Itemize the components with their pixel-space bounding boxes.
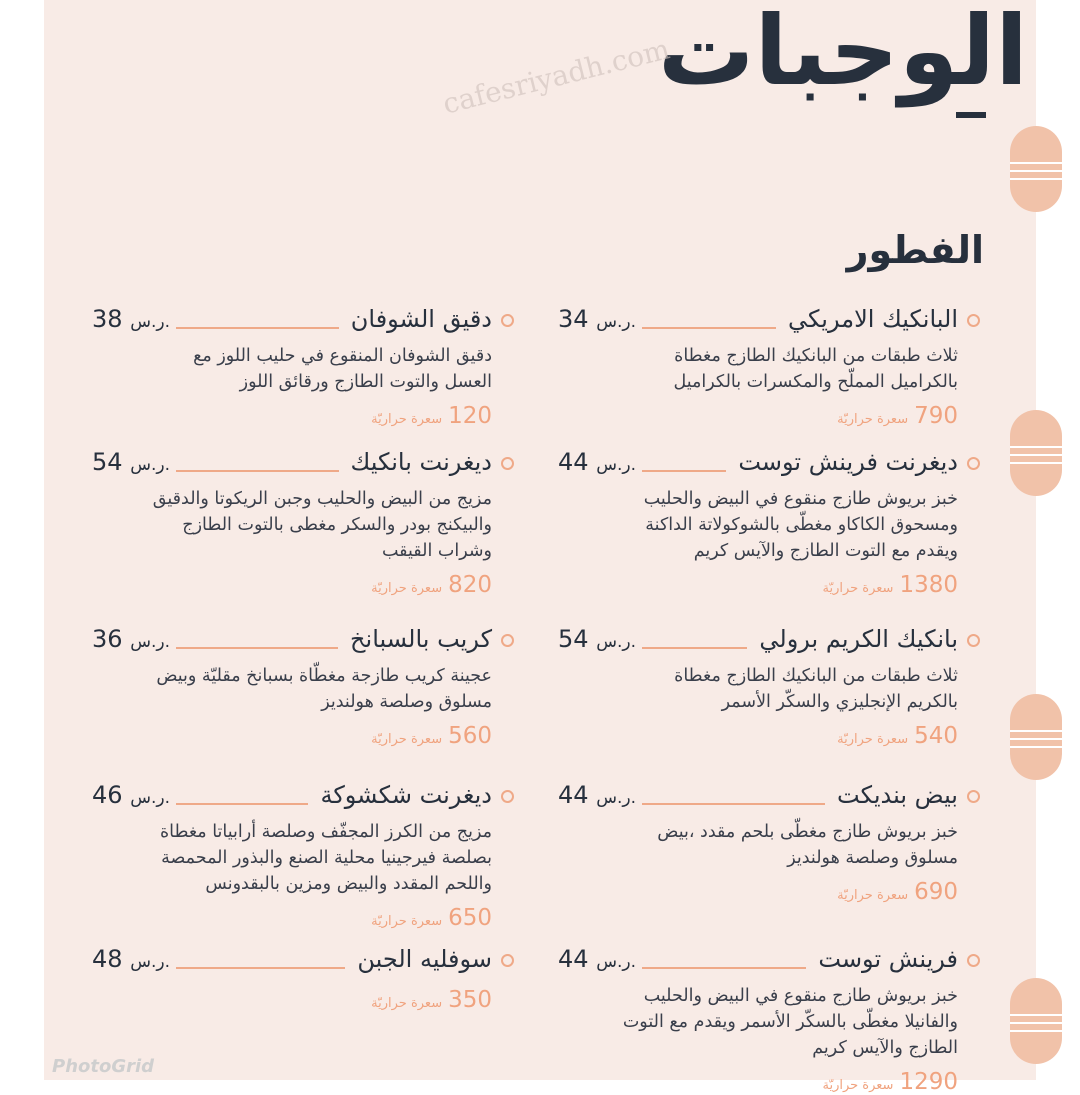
item-name: دقيق الشوفان <box>350 305 492 333</box>
item-price: 48 ر.س. <box>92 945 170 973</box>
item-calories: 1290سعرة حراريّة <box>822 1069 958 1095</box>
price-rule <box>176 803 308 805</box>
item-name: ديغرنت شكشوكة <box>320 781 492 809</box>
decorative-pill <box>1010 410 1062 496</box>
item-description: خبز بريوش طازج منقوع في البيض والحليب والفانيلا مغطّى بالسكّر الأسمر ويقدم مع التوت الطازج والآيس كريم <box>622 986 958 1058</box>
price-rule <box>176 470 339 472</box>
decorative-pill <box>1010 978 1062 1064</box>
item-calories: 560سعرة حراريّة <box>371 723 492 749</box>
price-rule <box>176 967 345 969</box>
item-name: سوفليه الجبن <box>357 945 492 973</box>
section-title: الفطور <box>846 228 984 272</box>
item-name: ديغرنت فرينش توست <box>738 448 958 476</box>
site-watermark: cafesriyadh.com <box>439 32 674 121</box>
price-rule <box>176 647 338 649</box>
item-price: 44 ر.س. <box>558 781 636 809</box>
price-rule <box>642 470 726 472</box>
bullet-icon <box>501 790 514 803</box>
item-description: ثلاث طبقات من البانكيك الطازج مغطاة بالكريم الإنجليزي والسكّر الأسمر <box>674 666 958 712</box>
price-rule <box>642 967 806 969</box>
item-price: 36 ر.س. <box>92 625 170 653</box>
item-price: 44 ر.س. <box>558 945 636 973</box>
item-calories: 690سعرة حراريّة <box>837 879 958 905</box>
item-name: البانكيك الامريكي <box>788 305 958 333</box>
bullet-icon <box>967 954 980 967</box>
bullet-icon <box>501 954 514 967</box>
item-price: 54 ر.س. <box>558 625 636 653</box>
item-calories: 120سعرة حراريّة <box>371 403 492 429</box>
item-price: 44 ر.س. <box>558 448 636 476</box>
item-price: 38 ر.س. <box>92 305 170 333</box>
item-price: 34 ر.س. <box>558 305 636 333</box>
item-calories: 1380سعرة حراريّة <box>822 572 958 598</box>
item-calories: 650سعرة حراريّة <box>371 905 492 931</box>
item-calories: 350سعرة حراريّة <box>371 987 492 1013</box>
menu-item <box>92 781 492 931</box>
bullet-icon <box>501 314 514 327</box>
item-calories: 540سعرة حراريّة <box>837 723 958 749</box>
menu-item <box>558 945 958 1095</box>
bullet-icon <box>501 457 514 470</box>
bullet-icon <box>967 457 980 470</box>
item-name: بانكيك الكريم برولي <box>759 625 958 653</box>
decorative-pill <box>1010 126 1062 212</box>
menu-item <box>558 625 958 749</box>
bullet-icon <box>967 634 980 647</box>
menu-item <box>558 781 958 905</box>
photogrid-watermark: PhotoGrid <box>52 1056 155 1077</box>
item-name: ديغرنت بانكيك <box>350 448 492 476</box>
item-name: كريب بالسبانخ <box>350 625 492 653</box>
price-rule <box>642 647 747 649</box>
item-description: دقيق الشوفان المنقوع في حليب اللوز مع العسل والتوت الطازج ورقائق اللوز <box>193 346 492 392</box>
item-price: 46 ر.س. <box>92 781 170 809</box>
price-rule <box>642 327 776 329</box>
decorative-pill <box>1010 694 1062 780</box>
bullet-icon <box>967 314 980 327</box>
menu-item <box>92 625 492 749</box>
menu-item <box>558 448 958 598</box>
bullet-icon <box>967 790 980 803</box>
item-description: خبز بريوش طازج منقوع في البيض والحليب ومسحوق الكاكاو مغطّى بالشوكولاتة الداكنة ويقدم مع التوت الطازج والآيس كريم <box>643 489 958 561</box>
bullet-icon <box>501 634 514 647</box>
item-calories: 790سعرة حراريّة <box>837 403 958 429</box>
item-calories: 820سعرة حراريّة <box>371 572 492 598</box>
item-description: خبز بريوش طازج مغطّى بلحم مقدد ،بيض مسلوق وصلصة هولنديز <box>657 822 958 868</box>
menu-item <box>558 305 958 429</box>
menu-item <box>92 305 492 429</box>
page-title: الوجبات <box>657 0 1028 107</box>
menu-item <box>92 945 492 1013</box>
menu-item <box>92 448 492 598</box>
item-description: عجينة كريب طازجة مغطّاة بسبانخ مقليّة وبيض مسلوق وصلصة هولنديز <box>156 666 492 712</box>
item-name: بيض بنديكت <box>837 781 958 809</box>
item-description: ثلاث طبقات من البانكيك الطازج مغطاة بالكراميل المملّح والمكسرات بالكراميل <box>673 346 958 392</box>
item-description: مزيج من الكرز المجفّف وصلصة أرابياتا مغطاة بصلصة فيرجينيا محلية الصنع والبذور المحمصة واللحم المقدد والبيض ومزين بالبقدونس <box>159 822 492 894</box>
item-price: 54 ر.س. <box>92 448 170 476</box>
price-rule <box>176 327 339 329</box>
item-name: فرينش توست <box>818 945 958 973</box>
title-underline <box>956 112 986 118</box>
item-description: مزيج من البيض والحليب وجبن الريكوتا والدقيق والبيكنج بودر والسكر مغطى بالتوت الطازج وشراب القيقب <box>152 489 492 561</box>
price-rule <box>642 803 825 805</box>
